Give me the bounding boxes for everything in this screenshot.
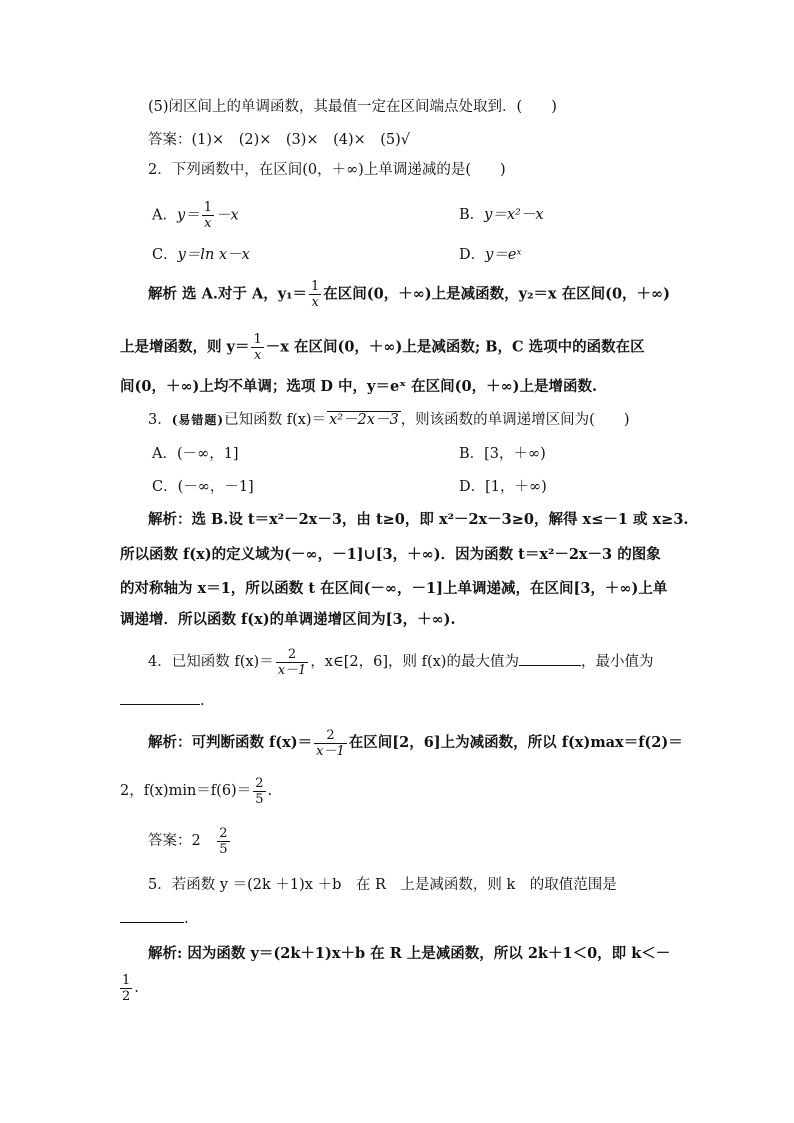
fraction-denominator: 2 — [122, 988, 131, 1004]
question-number: 3． — [148, 412, 172, 428]
solution-text: 在区间[2，6]上为减函数，所以 f(x)max＝f(2)＝ — [348, 734, 683, 751]
question-text: . — [200, 693, 205, 709]
option-label: A． — [152, 207, 177, 224]
fraction-denominator: x — [204, 216, 212, 231]
question-text: ，则该函数的单调递增区间为( ) — [400, 412, 630, 428]
fraction-numerator: 1 — [122, 972, 131, 988]
option-expr: y＝ln x－x — [177, 247, 250, 263]
q4-stem — [148, 646, 653, 678]
q4-stem-continued — [120, 690, 205, 711]
q5-stem: 5．若函数 y ＝(2k ＋1)x ＋b 在 R 上是减函数，则 k 的取值范围是 — [148, 877, 617, 893]
fraction-denominator: x — [253, 348, 262, 363]
fraction-denominator: x — [311, 295, 319, 310]
sqrt-expr: x²－2x－3 — [329, 412, 399, 428]
solution-text: . — [134, 980, 139, 996]
q2-solution-line3: 间(0，＋∞)上均不单调；选项 D 中，y＝eˣ 在区间(0，＋∞)上是增函数. — [120, 378, 598, 395]
fraction — [217, 826, 229, 857]
question-text: ，x∈[2，6]，则 f(x)的最大值为 — [310, 654, 519, 670]
fraction-denominator: x－1 — [277, 662, 307, 678]
answer-label: 答案：2 — [148, 833, 216, 849]
q2-option-b — [459, 205, 544, 225]
q2-option-d — [459, 245, 522, 265]
fraction-numerator: 2 — [255, 775, 264, 791]
option-expr: －x — [215, 207, 239, 224]
q3-option-c: C．(－∞，－1] — [152, 479, 254, 495]
q1-item5-text: (5)闭区间上的单调函数，其最值一定在区间端点处取到．( ) — [148, 99, 557, 115]
fraction-numerator: 2 — [219, 825, 228, 841]
fraction — [309, 279, 321, 310]
q3-option-b: B．[3，＋∞) — [459, 446, 546, 462]
option-label: B． — [459, 207, 485, 223]
q3-solution-line1: 解析：选 B.设 t＝x²－2x－3，由 t≥0，即 x²－2x－3≥0，解得 x≤－1 或 x≥3. — [148, 511, 689, 528]
q2-option-a — [152, 200, 239, 231]
option-label: D． — [459, 247, 486, 263]
fraction-numerator: 1 — [253, 332, 262, 347]
solution-text: . — [267, 783, 273, 799]
fraction — [120, 973, 132, 1004]
fraction — [253, 776, 265, 807]
fraction — [202, 200, 214, 231]
error-prone-tag: (易错题) — [171, 413, 225, 427]
answer-blank[interactable] — [120, 908, 184, 923]
q1-answer — [148, 130, 410, 150]
fraction-denominator: x－1 — [316, 743, 345, 759]
fraction-numerator: 1 — [203, 200, 212, 215]
answer-label: 答案： — [148, 132, 192, 148]
solution-text: 2，f(x)min＝f(6)＝ — [120, 783, 252, 799]
q4-answer — [148, 825, 232, 857]
fraction-numerator: 1 — [310, 279, 320, 294]
fraction-numerator: 2 — [314, 728, 347, 744]
answer-blank[interactable] — [120, 690, 200, 705]
q4-solution-line2 — [120, 775, 272, 807]
q5-stem-continued — [120, 908, 189, 929]
fraction-denominator: 5 — [219, 841, 228, 857]
q3-solution-line2: 所以函数 f(x)的定义域为(－∞，－1]∪[3，＋∞)．因为函数 t＝x²－2x－3 的图象 — [120, 546, 661, 563]
answer-blank[interactable] — [519, 651, 581, 666]
q3-option-d: D．[1，＋∞) — [459, 479, 547, 495]
question-text: 4．已知函数 f(x)＝ — [148, 654, 274, 670]
question-text: . — [184, 911, 189, 927]
option-expr: y＝x²－x — [484, 207, 544, 223]
q2-solution-line2 — [120, 332, 645, 363]
fraction — [251, 332, 263, 363]
q2-stem: 2．下列函数中，在区间(0，＋∞)上单调递减的是( ) — [148, 162, 506, 178]
q2-solution-line1 — [148, 279, 670, 310]
solution-text: 在区间(0，＋∞)上是减函数，y₂＝x 在区间(0，＋∞) — [323, 285, 670, 303]
q3-option-a: A．(－∞，1] — [152, 446, 239, 462]
question-text: ，最小值为 — [580, 654, 654, 670]
answer-value: (1)× (2)× (3)× (4)× (5)√ — [191, 132, 411, 148]
question-text: 已知函数 f(x)＝ — [224, 412, 327, 428]
solution-text: 上是增函数，则 y＝ — [120, 338, 250, 356]
solution-text: －x 在区间(0，＋∞)上是减函数; B，C 选项中的函数在区 — [265, 338, 645, 356]
q4-solution-line1 — [148, 727, 683, 759]
q3-solution-line3: 的对称轴为 x＝1，所以函数 t 在区间(－∞，－1]上单调递减，在区间[3，＋∞)上单 — [120, 580, 668, 597]
option-expr: y＝ — [176, 207, 200, 224]
option-expr: y＝eˣ — [485, 247, 522, 263]
fraction-denominator: 5 — [255, 791, 264, 807]
q2-option-c — [152, 245, 250, 265]
option-label: C． — [152, 247, 178, 263]
q3-stem — [148, 410, 630, 430]
q5-solution-line2 — [118, 972, 139, 1004]
solution-text: 解析 选 A.对于 A，y₁＝ — [148, 285, 307, 303]
fraction — [314, 728, 347, 759]
q5-solution-line1: 解析: 因为函数 y＝(2k＋1)x＋b 在 R 上是减函数，所以 2k＋1＜0，即 k＜－ — [148, 945, 671, 962]
q3-solution-line4: 调递增．所以函数 f(x)的单调递增区间为[3，＋∞). — [120, 611, 456, 628]
fraction-numerator: 2 — [276, 647, 309, 663]
fraction — [276, 647, 309, 678]
solution-text: 解析：可判断函数 f(x)＝ — [148, 734, 313, 751]
